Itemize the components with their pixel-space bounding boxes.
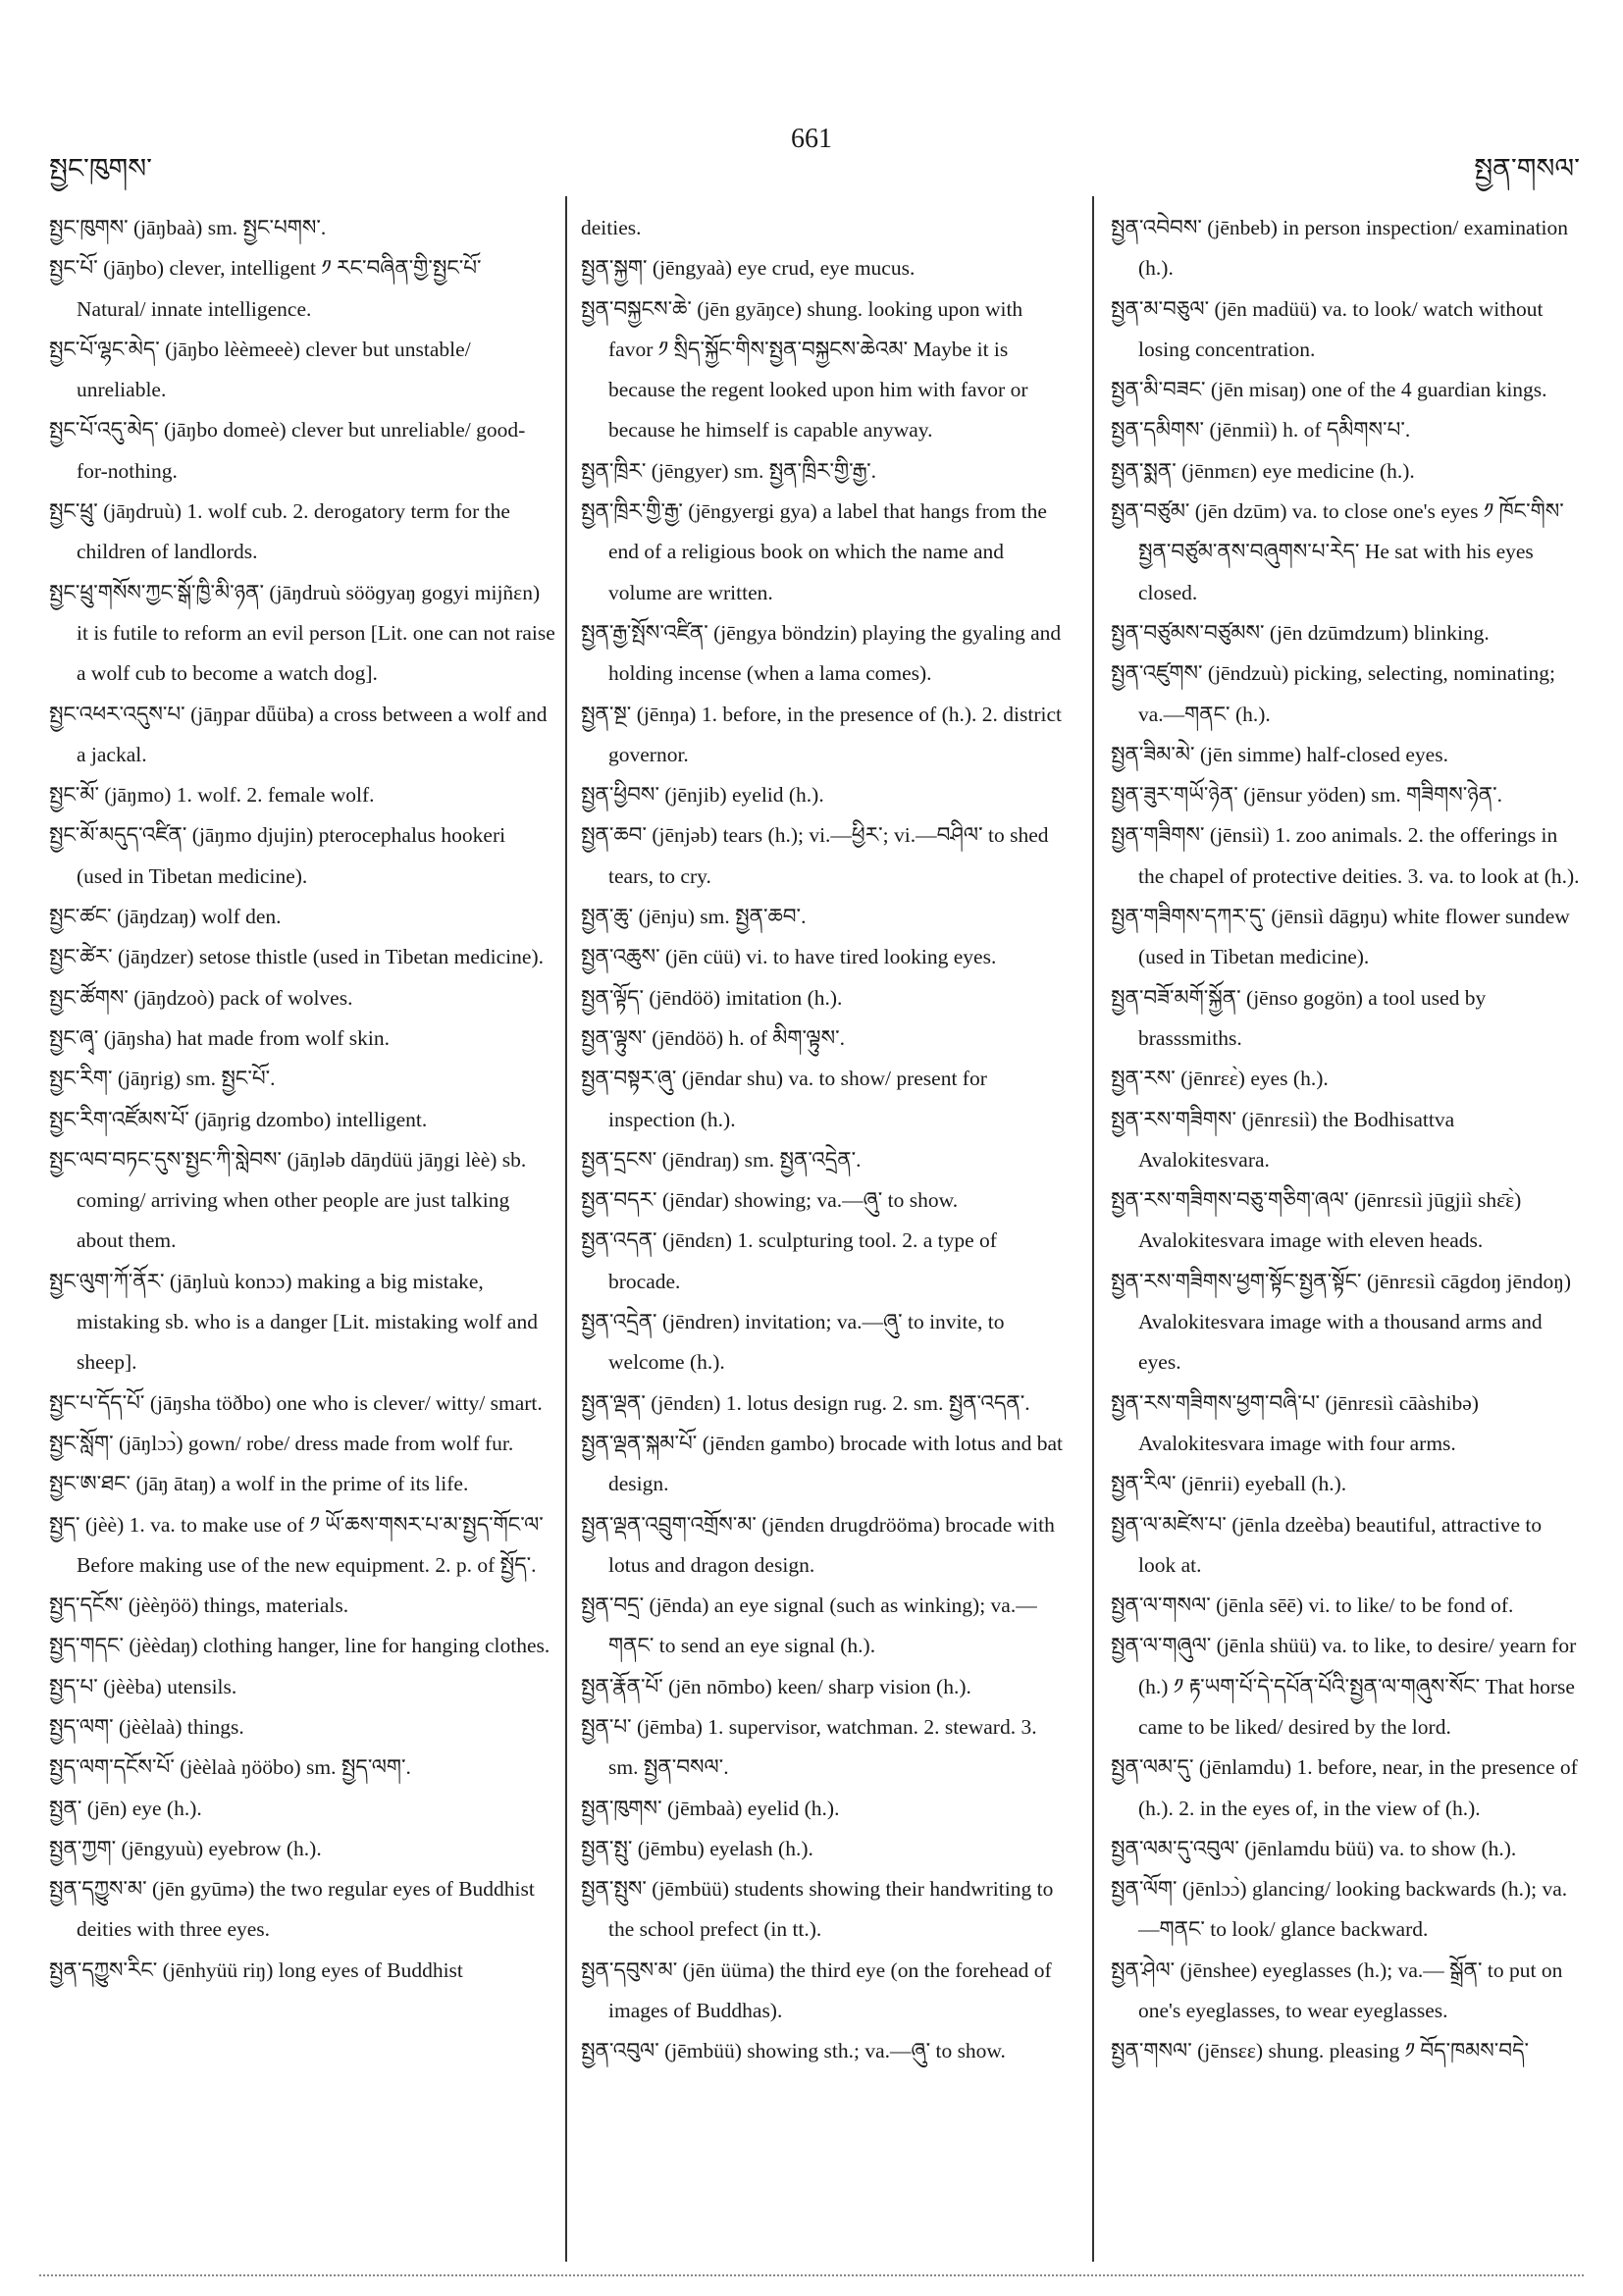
dictionary-entry: སྤྱན་ལ་མཛེས་པ་ (jēnla dzeèba) beautiful, attractive to look at. <box>1111 1512 1543 1577</box>
dictionary-entry: སྤྱང་སློག་ (jāŋlɔɔ̀) gown/ robe/ dress made from wolf fur. <box>49 1431 514 1455</box>
dictionary-entry: སྤྱང་ཚོགས་ (jāŋdzoò) pack of wolves. <box>49 985 353 1010</box>
dictionary-entry: སྤྱན་ཁྲིར་གྱི་རྒྱ་ (jēngyergi gya) a label that hangs from the end of a religious book on which the name and volume are written. <box>581 499 1047 604</box>
dictionary-entry: སྤྱང་ལབ་བཏང་དུས་སྤྱང་ཀི་སླེབས་ (jāŋləb dāŋdüü jāŋgi lèè) sb. coming/ arriving when other people are just talking about them. <box>49 1147 527 1253</box>
dictionary-entry: སྤྱན་ཁྲིར་ (jēngyer) sm. སྤྱན་ཁྲིར་གྱི་རྒྱ་. <box>581 458 876 483</box>
dictionary-entry: སྤྱང་ལུག་ཀོ་ནོར་ (jāŋluù konɔɔ) making a big mistake, mistaking sb. who is a danger [Lit. mistaking wolf and sheep]. <box>49 1269 538 1375</box>
dictionary-entry: སྤྱན་འབེབས་ (jēnbeb) in person inspection/ examination (h.). <box>1111 216 1569 281</box>
dictionary-entry: སྤྱན་རྒྱ་སྤོས་འཛིན་ (jēngya böndzin) playing the gyaling and holding incense (when a lama comes). <box>581 620 1062 686</box>
dictionary-entry: སྤྱན་ཟུར་གཡོ་ཉེན་ (jēnsur yöden) sm. གཟིགས་ཉེན་. <box>1111 783 1503 808</box>
page-bottom-edge <box>39 2274 1584 2276</box>
dictionary-entry: སྤྱན་ལྟོད་ (jēndöö) imitation (h.). <box>581 985 843 1010</box>
dictionary-entry: སྤྱན་དབུས་མ་ (jēn üüma) the third eye (on the forehead of images of Buddhas). <box>581 1957 1052 2023</box>
dictionary-entry: deities. <box>581 216 642 239</box>
dictionary-entry: སྤྱད་ལག་ (jèèlaà) things. <box>49 1714 244 1739</box>
dictionary-entry: སྤྱད་ (jèè) 1. va. to make use of ༡ ཡོ་ཆས་གསར་པ་མ་སྤྱད་གོང་ལ་ Before making use of the new equipment. 2. p. of སྤྱོད་. <box>49 1512 544 1577</box>
dictionary-entry: སྤྱན་བདྲ་ (jēnda) an eye signal (such as winking); va.—གནང་ to send an eye signal (h.). <box>581 1593 1037 1658</box>
dictionary-entry: སྤྱང་ཕྲུ་ (jāŋdruù) 1. wolf cub. 2. derogatory term for the children of landlords. <box>49 499 510 564</box>
page-number: 661 <box>791 124 832 154</box>
dictionary-entry: སྤྱང་འཕར་འདུས་པ་ (jāŋpar dǖüba) a cross between a wolf and a jackal. <box>49 702 548 766</box>
dictionary-entry: སྤྱན་ལོག་ (jēnlɔɔ̀) glancing/ looking backwards (h.); va.—གནང་ to look/ glance backward. <box>1111 1877 1568 1942</box>
dictionary-entry: སྤྱན་འཆུས་ (jēn cüü) vi. to have tired looking eyes. <box>581 945 997 969</box>
dictionary-entry: སྤྱན་སྤུ་ (jēmbu) eyelash (h.). <box>581 1836 813 1860</box>
dictionary-entry: སྤྱན་གསལ་ (jēnsɛɛ) shung. pleasing ༡ བོད་ཁམས་བདེ་ <box>1111 2039 1530 2063</box>
dictionary-entry: སྤྱན་གཟིགས་དཀར་དུ་ (jēnsiì dāgŋu) white flower sundew (used in Tibetan medicine). <box>1111 905 1570 969</box>
dictionary-entry: སྤྱན་བསྐྱངས་ཆེ་ (jēn gyāŋce) shung. looking upon with favor ༡ སྲིད་སྐྱོང་གིས་སྤྱན་བསྐྱངས་ཆེའམ་ Maybe it is because the regent looked upon him with favor or because he himself is capable anyway. <box>581 296 1028 443</box>
running-head-right: སྤྱན་གསལ་ <box>1474 154 1580 184</box>
column-3 <box>1111 208 1580 2072</box>
dictionary-entry: སྤྱང་པོ་ལྷང་མེད་ (jāŋbo lèèmeeè) clever but unstable/ unreliable. <box>49 337 471 402</box>
dictionary-entry: སྤྱང་པོ་ (jāŋbo) clever, intelligent ༡ རང་བཞིན་གྱི་སྤྱང་པོ་ Natural/ innate intelligence. <box>49 256 482 321</box>
dictionary-entry: སྤྱན་ (jēn) eye (h.). <box>49 1796 202 1820</box>
dictionary-entry: སྤྱན་ཁུགས་ (jēmbaà) eyelid (h.). <box>581 1796 840 1820</box>
dictionary-entry: སྤྱན་སྔ་ (jēnŋa) 1. before, in the presence of (h.). 2. district governor. <box>581 702 1062 766</box>
dictionary-entry: སྤྱང་ཚང་ (jāŋdzaŋ) wolf den. <box>49 905 282 929</box>
dictionary-entry: སྤྱང་པ་དོད་པོ་ (jāŋsha töðbo) one who is clever/ witty/ smart. <box>49 1390 543 1415</box>
dictionary-entry: སྤྱན་རས་གཟིགས་བཅུ་གཅིག་ཞལ་ (jēnrɛsiì jūgjiì shɛ̄ɛ̀) Avalokitesvara image with eleven heads. <box>1111 1188 1522 1253</box>
dictionary-entry: སྤྱང་མོ་ (jāŋmo) 1. wolf. 2. female wolf. <box>49 783 375 808</box>
dictionary-entry: སྤྱན་རྣོན་པོ་ (jēn nōmbo) keen/ sharp vision (h.). <box>581 1674 971 1698</box>
dictionary-entry: སྤྱན་འདྲེན་ (jēndren) invitation; va.—ཞུ་ to invite, to welcome (h.). <box>581 1310 1005 1375</box>
dictionary-entry: སྤྱན་དྲངས་ (jēndraŋ) sm. སྤྱན་འདྲེན་. <box>581 1147 862 1172</box>
dictionary-entry: སྤྱན་ལྟུས་ (jēndöö) h. of མིག་ལྟུས་. <box>581 1025 845 1050</box>
dictionary-entry: སྤྱད་གདང་ (jèèdaŋ) clothing hanger, line for hanging clothes. <box>49 1634 550 1658</box>
dictionary-entry: སྤྱན་རིལ་ (jēnrii) eyeball (h.). <box>1111 1472 1347 1496</box>
dictionary-entry: སྤྱང་མོ་མདུད་འཛིན་ (jāŋmo djujin) pterocephalus hookeri (used in Tibetan medicine). <box>49 823 506 888</box>
dictionary-entry: སྤྱད་པ་ (jèèba) utensils. <box>49 1674 237 1698</box>
column-rule-left <box>565 196 567 2262</box>
dictionary-entry: སྤྱན་རས་གཟིགས་ཕྱག་བཞི་པ་ (jēnrɛsiì cāàshibə) Avalokitesvara image with four arms. <box>1111 1390 1479 1455</box>
dictionary-entry: སྤྱན་རས་གཟིགས་ (jēnrɛsiì) the Bodhisattva Avalokitesvara. <box>1111 1107 1455 1172</box>
dictionary-entry: སྤྱན་མ་བཅུལ་ (jēn madüü) va. to look/ watch without losing concentration. <box>1111 296 1544 361</box>
dictionary-entry: སྤྱན་བདར་ (jēndar) showing; va.—ཞུ་ to show. <box>581 1188 959 1213</box>
running-head-left: སྤྱང་ཁུགས་ <box>49 154 153 184</box>
dictionary-entry: སྤྱན་པ་ (jēmba) 1. supervisor, watchman. 2. steward. 3. sm. སྤྱན་བསལ་. <box>581 1714 1037 1780</box>
dictionary-entry: སྤྱང་ཨ་ཐང་ (jāŋ ātaŋ) a wolf in the prime of its life. <box>49 1472 469 1496</box>
dictionary-entry: སྤྱན་མི་བཟང་ (jēn misaŋ) one of the 4 guardian kings. <box>1111 378 1547 402</box>
dictionary-entry: སྤྱན་ཕྱིབས་ (jēnjib) eyelid (h.). <box>581 783 824 808</box>
dictionary-entry: སྤྱན་ཆུ་ (jēnju) sm. སྤྱན་ཆབ་. <box>581 905 807 929</box>
dictionary-entry: སྤྱང་རིག་འཛོམས་པོ་ (jāŋrig dzombo) intelligent. <box>49 1107 428 1131</box>
column-2 <box>581 208 1068 2072</box>
column-rule-right <box>1092 196 1094 2262</box>
dictionary-entry: སྤྱན་བསྟར་ཞུ་ (jēndar shu) va. to show/ present for inspection (h.). <box>581 1067 987 1131</box>
dictionary-entry: སྤྱན་འཛུགས་ (jēndzuù) picking, selecting, nominating; va.—གནང་ (h.). <box>1111 661 1555 726</box>
dictionary-entry: སྤྱན་འབུལ་ (jēmbüü) showing sth.; va.—ཞུ་ to show. <box>581 2039 1006 2063</box>
dictionary-entry: སྤྱན་དམིགས་ (jēnmiì) h. of དམིགས་པ་. <box>1111 418 1411 443</box>
dictionary-entry: སྤྱན་ལ་གསལ་ (jēnla sēē) vi. to like/ to be fond of. <box>1111 1593 1514 1618</box>
dictionary-entry: སྤྱན་སྐྱག་ (jēngyaà) eye crud, eye mucus. <box>581 256 916 281</box>
dictionary-entry: སྤྱན་རས་གཟིགས་ཕྱག་སྟོང་སྤྱན་སྟོང་ (jēnrɛsiì cāgdoŋ jēndoŋ) Avalokitesvara image with a thousand arms and eyes. <box>1111 1269 1572 1375</box>
dictionary-entry: སྤྱན་གཟིགས་ (jēnsiì) 1. zoo animals. 2. the offerings in the chapel of protective deities. 3. va. to look at (h.). <box>1111 823 1580 888</box>
dictionary-entry: སྤྱང་ཕྲུ་གསོས་ཀྱང་སྒོ་ཁྱི་མི་ཉན་ (jāŋdruù sööɡyaŋ gogyi mijñɛn) it is futile to reform an evil person [Lit. one can not raise a wolf cub to become a watch dog]. <box>49 580 555 686</box>
dictionary-entry: སྤྱད་ལག་དངོས་པོ་ (jèèlaà ŋööbo) sm. སྤྱད་ལག་. <box>49 1755 411 1780</box>
dictionary-entry: སྤྱང་ཞྭ་ (jāŋsha) hat made from wolf skin. <box>49 1025 390 1050</box>
dictionary-entry: སྤྱན་ལྡན་འབྲུག་འགྲོས་མ་ (jēndɛn drugdrööma) brocade with lotus and dragon design. <box>581 1512 1055 1577</box>
dictionary-entry: སྤྱང་རིག་ (jāŋrig) sm. སྤྱང་པོ་. <box>49 1067 276 1091</box>
dictionary-entry: སྤྱན་བཟོ་མགོ་སྐྱོན་ (jēnso gogön) a tool used by brasssmiths. <box>1111 985 1487 1050</box>
dictionary-entry: སྤྱན་ལ་གཞུལ་ (jēnla shüü) va. to like, to desire/ yearn for (h.) ༡ རྟ་ཡག་པོ་དེ་དཔོན་པོའི་སྤྱན་ལ་གཞུས་སོང་ That horse came to be liked/ desired by the lord. <box>1111 1634 1577 1739</box>
dictionary-entry: སྤྱན་དཀྱུས་མ་ (jēn gyūmə) the two regular eyes of Buddhist deities with three eyes. <box>49 1877 535 1942</box>
column-1 <box>49 208 555 1991</box>
dictionary-entry: སྤྱན་ཆབ་ (jēnjəb) tears (h.); vi.—ཕྱིར་; vi.—བཤིལ་ to shed tears, to cry. <box>581 823 1049 888</box>
dictionary-entry: སྤྱང་ཚེར་ (jāŋdzer) setose thistle (used in Tibetan medicine). <box>49 945 544 969</box>
dictionary-entry: སྤྱན་སྨན་ (jēnmɛn) eye medicine (h.). <box>1111 458 1415 483</box>
dictionary-entry: སྤྱན་ཟིམ་མེ་ (jēn simme) half-closed eyes. <box>1111 742 1448 766</box>
dictionary-entry: སྤྱན་ཤེལ་ (jēnshee) eyeglasses (h.); va.— སྒྲོན་ to put on one's eyeglasses, to wear eyeglasses. <box>1111 1957 1563 2023</box>
dictionary-entry: སྤྱན་ལམ་དུ་ (jēnlamdu) 1. before, near, in the presence of (h.). 2. in the eyes of, in the view of (h.). <box>1111 1755 1578 1820</box>
dictionary-entry: སྤྱང་ཁུགས་ (jāŋbaà) sm. སྤྱང་པགས་. <box>49 216 327 239</box>
dictionary-entry: སྤྱན་རས་ (jēnrɛɛ̀) eyes (h.). <box>1111 1067 1329 1091</box>
dictionary-entry: སྤྱན་བཙུམས་བཙུམས་ (jēn dzūmdzum) blinking. <box>1111 620 1490 645</box>
dictionary-entry: སྤྱན་འདན་ (jēndɛn) 1. sculpturing tool. 2. a type of brocade. <box>581 1228 997 1293</box>
dictionary-entry: སྤྱན་ཀྱག་ (jēngyuù) eyebrow (h.). <box>49 1836 322 1860</box>
dictionary-entry: སྤྱན་དཀྱུས་རིང་ (jēnhyüü riŋ) long eyes of Buddhist <box>49 1957 463 1982</box>
dictionary-entry: སྤྱན་བཙུམ་ (jēn dzūm) va. to close one's eyes ༡ ཁོང་གིས་སྤྱན་བཙུམ་ནས་བཞུགས་པ་རེད་ He sat with his eyes closed. <box>1111 499 1564 604</box>
dictionary-entry: སྤྱན་སྤུས་ (jēmbüü) students showing their handwriting to the school prefect (in tt.). <box>581 1877 1054 1942</box>
dictionary-entry: སྤྱང་པོ་འདུ་མེད་ (jāŋbo domeè) clever but unreliable/ good-for-nothing. <box>49 418 526 483</box>
dictionary-entry: སྤྱད་དངོས་ (jèèŋöö) things, materials. <box>49 1593 349 1618</box>
dictionary-entry: སྤྱན་ལམ་དུ་འབུལ་ (jēnlamdu büü) va. to show (h.). <box>1111 1836 1517 1860</box>
dictionary-entry: སྤྱན་ལྡན་སྐམ་པོ་ (jēndɛn gambo) brocade with lotus and bat design. <box>581 1431 1063 1496</box>
dictionary-entry: སྤྱན་ལྡན་ (jēndɛn) 1. lotus design rug. 2. sm. སྤྱན་འདན་. <box>581 1390 1030 1415</box>
